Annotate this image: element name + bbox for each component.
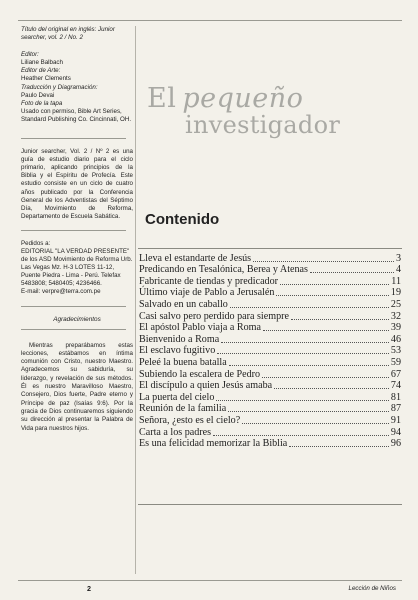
title-word-el: El [147,83,177,114]
toc-leader-dots [280,284,389,285]
toc-leader-dots [263,330,389,331]
divider [21,230,126,231]
toc-entry [139,380,401,392]
toc-leader-dots [217,353,389,354]
toc-entry-page: 96 [390,438,401,450]
toc-entry-page: 67 [390,368,401,380]
toc-entry-page: 11 [391,275,401,287]
toc-entry-title: Subiendo la escalera de Pedro [139,368,261,380]
toc-entry-title: Reunión de la familia [139,403,227,415]
toc-leader-dots [276,295,389,296]
toc-entry-page: 3 [395,252,401,264]
toc-leader-dots [221,342,389,343]
toc-entry-page: 19 [390,287,401,299]
toc-entry-title: Peleé la buena batalla [139,356,227,368]
toc-entry [139,438,401,450]
toc-entry [139,333,401,345]
toc-entry-page: 94 [390,426,401,438]
toc-leader-dots [230,307,389,308]
toc-entry [139,252,401,264]
art-editor-name: Heather Clements [21,75,71,83]
toc-entry [139,356,401,368]
toc-entry-page: 53 [390,345,401,357]
toc-leader-dots [291,319,389,320]
divider [21,138,126,139]
toc-leader-dots [262,377,389,378]
title-line-2: investigador [185,111,341,139]
toc-entry-page: 59 [390,356,401,368]
orders-email: E-mail: verpre@terra.com.pe [21,288,101,296]
orders-block [21,240,133,297]
top-rule [18,20,402,21]
toc-entry-title: El discípulo a quien Jesús amaba [139,380,273,392]
toc-entry-title: Fabricante de tiendas y predicador [139,275,279,287]
art-editor-label: Editor de Arte: [21,67,61,75]
page-number: 2 [87,584,91,593]
acknowledgments-text: Mientras preparábamos estas lecciones, estábamos en íntima comunión con Cristo, nuestro Maestro. Agradecemos su sabiduría, su liderazgo, y revelación de sus métodos. Él es nuestro Maravilloso Maestro, Consejero, Dios fuerte, Padre eterno y Príncipe de paz (Isaías 9:6). Por la gracia de Dios continuaremos siguiendo su dirección al presentar la Palabra de Vida para nuestros hijos. [21,341,133,432]
toc-entry [139,298,401,310]
toc-entry-title: El apóstol Pablo viaja a Roma [139,322,261,334]
toc-entry-title: Predicando en Tesalónica, Berea y Atenas [139,264,308,276]
toc-entry [139,368,401,380]
toc-top-rule [138,248,402,249]
acknowledgments-heading: Agradecimientos [53,315,101,323]
title-word-pequeno: pequeño [182,83,304,114]
toc-entry [139,310,401,322]
toc-entry [139,391,401,403]
translation-label: Traducción y Diagramación: [21,83,98,91]
toc-entry [139,414,401,426]
credits-block [21,51,133,124]
toc-leader-dots [213,435,389,436]
cover-text: Usado con permiso, Bible Art Series, Standard Publishing Co. Cincinnati, OH. [21,107,132,123]
toc-entry-title: El esclavo fugitivo [139,345,216,357]
divider [21,306,126,307]
toc-entry [139,275,401,287]
toc-entry-page: 74 [390,380,401,392]
orders-text: EDITORIAL "LA VERDAD PRESENTE" de los ASD Movimiento de Reforma Urb. Las Vegas Mz. H-3 LOTES 11-12, Puente Piedra - Lima - Perú. Telefax 5483808; 5480405; 4236466. [21,247,133,288]
toc-entry-page: 4 [395,264,401,276]
toc-entry-title: La puerta del cielo [139,391,215,403]
table-of-contents [139,252,401,449]
toc-entry-title: Último viaje de Pablo a Jerusalén [139,287,275,299]
toc-entry-title: Es una felicidad memorizar la Biblia [139,438,288,450]
toc-entry-title: Señora, ¿esto es el cielo? [139,414,241,426]
toc-entry-page: 81 [390,391,401,403]
editor-name: Liliane Balbach [21,59,63,67]
divider [21,329,126,330]
orders-heading: Pedidos a: [21,239,51,247]
editor-label: Editor: [21,51,39,59]
toc-entry [139,264,401,276]
toc-entry-page: 91 [390,414,401,426]
toc-leader-dots [242,423,389,424]
toc-entry-title: Salvado en un caballo [139,298,228,310]
cover-label: Foto de la tapa [21,99,63,107]
toc-entry-page: 87 [390,403,401,415]
series-name: Lección de Niños [348,585,396,592]
toc-leader-dots [216,400,389,401]
description: Junior searcher, Vol. 2 / Nº 2 es una guía de estudio diario para el ciclo primario, aplicando principios de la Biblia y el Espíritu de Profecía. Este estudio consiste en un ciclo de cuatro años publicado por la Conferencia General de los Adventistas del Séptimo Día, Movimiento de Reforma, Departamento de Escuela Sabática. [21,148,133,220]
toc-bottom-rule [138,504,402,505]
toc-leader-dots [310,272,394,273]
toc-leader-dots [229,365,389,366]
toc-entry [139,403,401,415]
column-divider [135,26,136,574]
translation-name: Paulo Devai [21,91,55,99]
contents-heading: Contenido [145,211,220,228]
toc-entry [139,322,401,334]
title-line-1 [147,83,303,114]
toc-leader-dots [289,446,389,447]
toc-entry-page: 32 [390,310,401,322]
original-title: Título del original en inglés: Junior searcher, vol. 2 / No. 2 [21,26,115,42]
toc-entry [139,426,401,438]
bottom-rule [18,580,402,581]
toc-entry-title: Carta a los padres [139,426,212,438]
toc-entry-page: 46 [390,333,401,345]
toc-entry-page: 25 [390,298,401,310]
toc-leader-dots [274,388,389,389]
toc-entry-title: Bienvenido a Roma [139,333,220,345]
toc-leader-dots [253,261,394,262]
toc-entry-title: Lleva el estandarte de Jesús [139,252,252,264]
toc-entry [139,345,401,357]
toc-entry-page: 39 [390,322,401,334]
toc-leader-dots [228,411,389,412]
credits-column [21,26,133,433]
toc-entry-title: Casi salvo pero perdido para siempre [139,310,289,322]
toc-entry [139,287,401,299]
